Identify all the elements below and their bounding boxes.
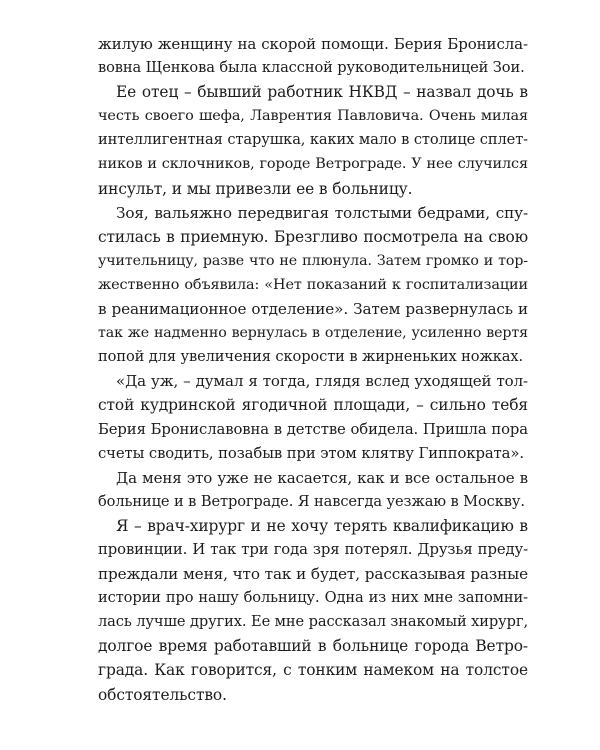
text-line: Я – врач-хирург и не хочу терять квалификацию в: [116, 516, 528, 535]
text-line: истории про нашу больницу. Одна из них мне запомни-: [98, 589, 528, 607]
text-line: Да меня это уже не касается, как и все остальное в: [116, 468, 528, 487]
text-line: ников и склочников, городе Ветрограде. У нее случился: [98, 156, 528, 173]
text-line: жилую женщину на скорой помощи. Берия Бронисла-: [98, 35, 528, 53]
text-line: честь своего шефа, Лаврентия Павловича. Очень милая: [98, 108, 528, 125]
text-line: попой для увеличения скорости в жирненьких ножках.: [98, 348, 524, 366]
text-line: града. Как говорится, с тонким намеком на толстое: [98, 661, 528, 680]
text-line: инсульт, и мы привезли ее в больницу.: [98, 179, 413, 198]
text-line: провинции. И так три года зря потерял. Друзья преду-: [98, 540, 528, 558]
text-line: «Да уж, – думал я тогда, глядя вслед уходящей тол-: [116, 372, 528, 391]
page-text: [98, 32, 528, 707]
text-line: Берия Брониславовна в детстве обидела. Пришла пора: [98, 420, 528, 438]
text-line: долгое время работавший в больнице города Ветро-: [98, 637, 528, 656]
text-line: вовна Щенкова была классной руководительницей Зои.: [98, 59, 525, 77]
text-line: Зоя, вальяжно передвигая толстыми бедрами, спу-: [116, 203, 528, 222]
text-line: стой кудринской ягодичной площади, – сильно тебя: [98, 396, 528, 415]
text-line: обстоятельство.: [98, 685, 227, 704]
text-line: так же надменно вернулась в отделение, усиленно вертя: [98, 325, 528, 342]
text-line: стилась в приемную. Брезгливо посмотрела на свою: [98, 227, 528, 246]
text-line: учительницу, разве что не плюнула. Затем громко и тор-: [98, 252, 528, 269]
text-line: преждали меня, что так и будет, рассказывая разные: [98, 565, 528, 584]
text-line: больнице и в Ветрограде. Я навсегда уезжаю в Москву.: [98, 492, 525, 510]
text-line: счеты сводить, позабыв при этом клятву Гиппократа».: [98, 444, 524, 462]
text-line: лась лучше других. Ее мне рассказал знакомый хирург,: [98, 613, 528, 631]
text-line: интеллигентная старушка, каких мало в столице сплет-: [98, 131, 528, 149]
text-line: жественно объявила: «Нет показаний к госпитализации: [98, 276, 528, 293]
text-line: в реанимационное отделение». Затем развернулась и: [98, 300, 528, 319]
text-line: Ее отец – бывший работник НКВД – назвал дочь в: [116, 83, 528, 102]
